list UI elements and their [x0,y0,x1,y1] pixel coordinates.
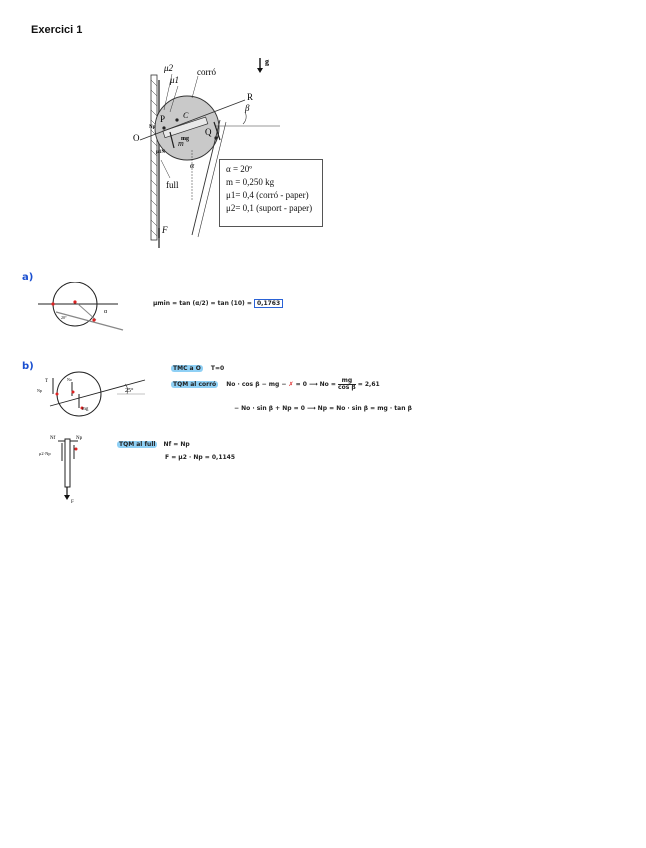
full-f: F [71,500,74,505]
part-a-sketch [38,282,128,332]
tmc-line [171,365,224,372]
full-sketch [38,433,98,505]
full-nf: Nf [50,436,56,441]
eq1-den: cos β [338,384,356,391]
part-b-mg: mg [82,407,89,412]
part-a-equation [153,300,283,307]
label-g: g [265,57,269,66]
part-b-np: Np [37,388,42,393]
tmc-eq: T=0 [210,365,225,372]
page-title: Exercici 1 [31,24,83,36]
full-eq2: F = μ2 · Np = 0,1145 [165,454,236,461]
label-m: m [178,139,184,148]
tmc-label: TMC a O [173,365,201,372]
label-alpha: α [190,161,195,170]
eq2-line: − No · sin β + Np = 0 ⟶ Np = No · sin β = mg · tan β [234,405,412,412]
eq1-fraction [338,378,356,391]
label-p: P [160,114,166,124]
part-a-label: a) [22,272,34,283]
part-b-sketch [35,370,155,420]
label-c: C [183,111,189,120]
part-a-eq-text: μmin = tan (α/2) = tan (10) = [153,300,252,307]
full-mu: μ2·Np [39,451,51,456]
label-mu2: μ2 [164,63,174,73]
tqm-corro-line [171,378,380,391]
part-b-no: No [67,377,72,382]
part-b-t: T [45,379,49,384]
part-a-alpha: α [104,309,108,315]
label-r: R [247,92,254,102]
label-beta: β [245,103,250,113]
tqm-full-line [117,441,190,448]
label-f: F [162,225,168,235]
label-o: O [133,133,140,143]
part-a-result: 0,1763 [254,299,283,308]
label-corro: corró [197,67,216,77]
data-box [219,159,323,227]
data-mu2: μ2= 0,1 (suport - paper) [226,203,313,213]
part-a-angle: 20° [61,315,67,320]
data-mu1: μ1= 0,4 (corró - paper) [226,190,309,200]
full-np: Np [76,436,83,441]
label-full: full [166,180,179,190]
data-alpha: α = 20º [226,164,253,174]
full-eq1: Nf = Np [163,441,190,448]
eq1-mid: = 0 ⟶ No = [295,381,336,388]
label-q: Q [205,127,212,137]
eq1-num: mg [338,378,356,385]
cancelled-term: ✗ [288,381,294,388]
label-np: Np [149,125,156,130]
label-mg: mg [181,136,189,142]
part-b-angle: 25° [125,388,134,394]
tqm-corro-label: TQM al corró [173,381,217,388]
label-mu1: μ1 [170,75,180,85]
tqm-full-label: TQM al full [119,441,156,448]
data-mass: m = 0,250 kg [226,177,275,187]
part-b-label: b) [22,361,34,372]
eq1-left: No · cos β − mg − [226,381,287,388]
eq1-right: = 2,61 [357,381,380,388]
label-mu1n: μ1N [156,150,165,155]
